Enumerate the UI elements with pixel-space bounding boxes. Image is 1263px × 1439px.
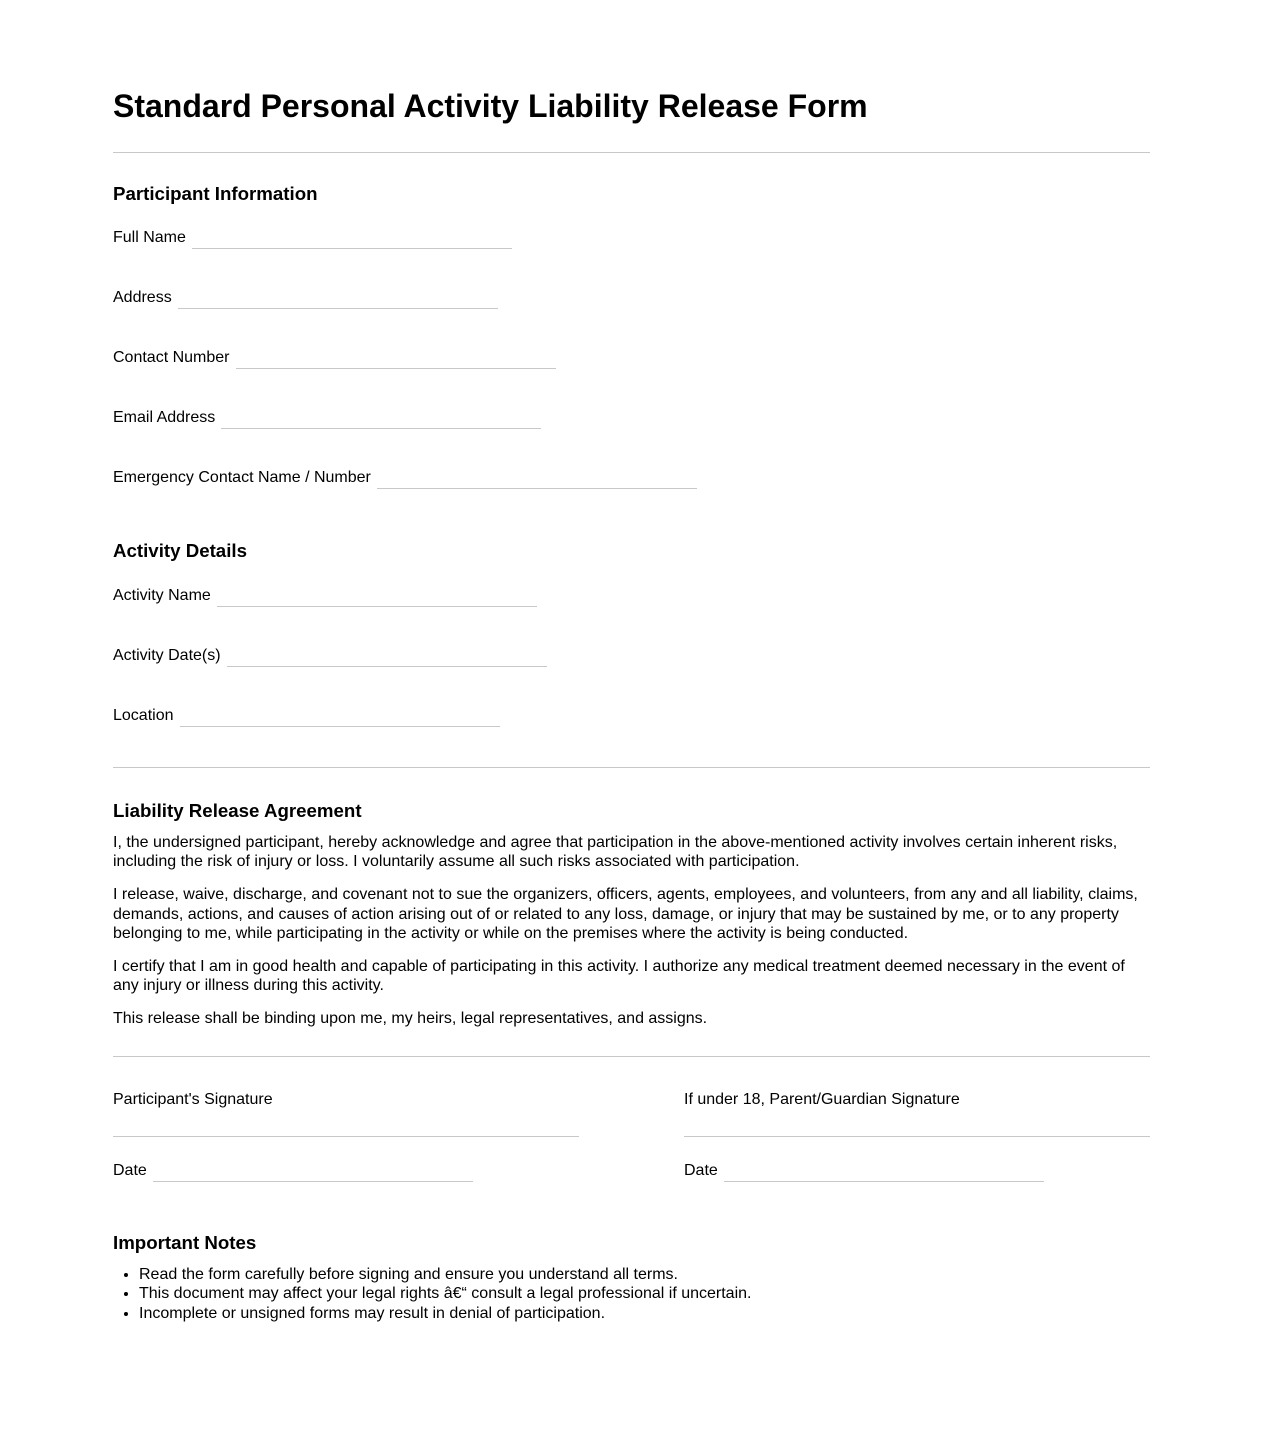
location-label: Location xyxy=(113,706,174,724)
location-input-line[interactable] xyxy=(180,726,500,727)
activity-dates-input-line[interactable] xyxy=(227,666,547,667)
guardian-signature-label: If under 18, Parent/Guardian Signature xyxy=(684,1090,960,1108)
note-item-2: • This document may affect your legal rights â€“ consult a legal professional if uncertain. xyxy=(139,1284,1150,1303)
activity-details-heading: Activity Details xyxy=(113,540,247,562)
agreement-paragraph-2: I release, waive, discharge, and covenant not to sue the organizers, officers, agents, employees, and volunteers, from any and all liability, claims, demands, actions, and causes of action arising out of or related to any loss, damage, or injury that may be sustained by me, or to any property belonging to me, while participating in the activity or while on the premises where the activity is being conducted. xyxy=(113,886,1138,942)
participant-date-row xyxy=(113,1161,579,1182)
activity-dates-label: Activity Date(s) xyxy=(113,646,221,664)
address-label: Address xyxy=(113,289,172,307)
address-input-line[interactable] xyxy=(178,308,498,309)
field-email-address xyxy=(113,408,1150,429)
guardian-date-row xyxy=(684,1161,1150,1182)
emergency-contact-label: Emergency Contact Name / Number xyxy=(113,469,371,487)
divider-signatures xyxy=(113,1056,1150,1057)
activity-name-input-line[interactable] xyxy=(217,606,537,607)
agreement-paragraph-4: This release shall be binding upon me, my heirs, legal representatives, and assigns. xyxy=(113,1010,708,1028)
contact-number-input-line[interactable] xyxy=(236,368,556,369)
agreement-heading: Liability Release Agreement xyxy=(113,799,362,821)
emergency-contact-input-line[interactable] xyxy=(377,488,697,489)
field-address xyxy=(113,288,1150,309)
participant-signature-line[interactable] xyxy=(113,1136,579,1137)
form-title: Standard Personal Activity Liability Release Form xyxy=(113,88,868,124)
full-name-input-line[interactable] xyxy=(192,248,512,249)
participant-date-label: Date xyxy=(113,1161,147,1179)
field-activity-name xyxy=(113,586,1150,607)
important-notes-list xyxy=(113,1265,1150,1323)
signature-section xyxy=(113,1090,1150,1182)
field-location xyxy=(113,706,1150,727)
guardian-signature-line[interactable] xyxy=(684,1136,1150,1137)
field-contact-number xyxy=(113,348,1150,369)
field-emergency-contact xyxy=(113,468,1150,489)
note-item-3: • Incomplete or unsigned forms may result in denial of participation. xyxy=(139,1304,1150,1323)
guardian-date-input-line[interactable] xyxy=(724,1181,1044,1182)
participant-info-fields xyxy=(113,228,1150,489)
activity-details-fields xyxy=(113,586,1150,727)
activity-name-label: Activity Name xyxy=(113,586,211,604)
field-full-name xyxy=(113,228,1150,249)
email-address-label: Email Address xyxy=(113,409,216,427)
divider-top xyxy=(113,152,1150,153)
participant-date-input-line[interactable] xyxy=(153,1181,473,1182)
divider-mid xyxy=(113,767,1150,768)
agreement-paragraph-3: I certify that I am in good health and capable of participating in this activity. I authorize any medical treatment deemed necessary in the event of any injury or illness during this activity. xyxy=(113,958,1125,995)
agreement-paragraph-1: I, the undersigned participant, hereby acknowledge and agree that participation in the above-mentioned activity involves certain inherent risks, including the risk of injury or loss. I voluntarily assume all such risks associated with participation. xyxy=(113,834,1118,871)
note-item-1: • Read the form carefully before signing and ensure you understand all terms. xyxy=(139,1265,1150,1284)
field-activity-dates xyxy=(113,646,1150,667)
participant-signature-block xyxy=(113,1090,579,1182)
guardian-date-label: Date xyxy=(684,1161,718,1179)
participant-signature-label: Participant's Signature xyxy=(113,1090,273,1108)
full-name-label: Full Name xyxy=(113,229,186,247)
email-address-input-line[interactable] xyxy=(221,428,541,429)
agreement-section xyxy=(113,800,1150,1029)
contact-number-label: Contact Number xyxy=(113,349,230,367)
important-notes-heading: Important Notes xyxy=(113,1231,257,1253)
guardian-signature-block xyxy=(684,1090,1150,1182)
participant-info-heading: Participant Information xyxy=(113,182,318,204)
